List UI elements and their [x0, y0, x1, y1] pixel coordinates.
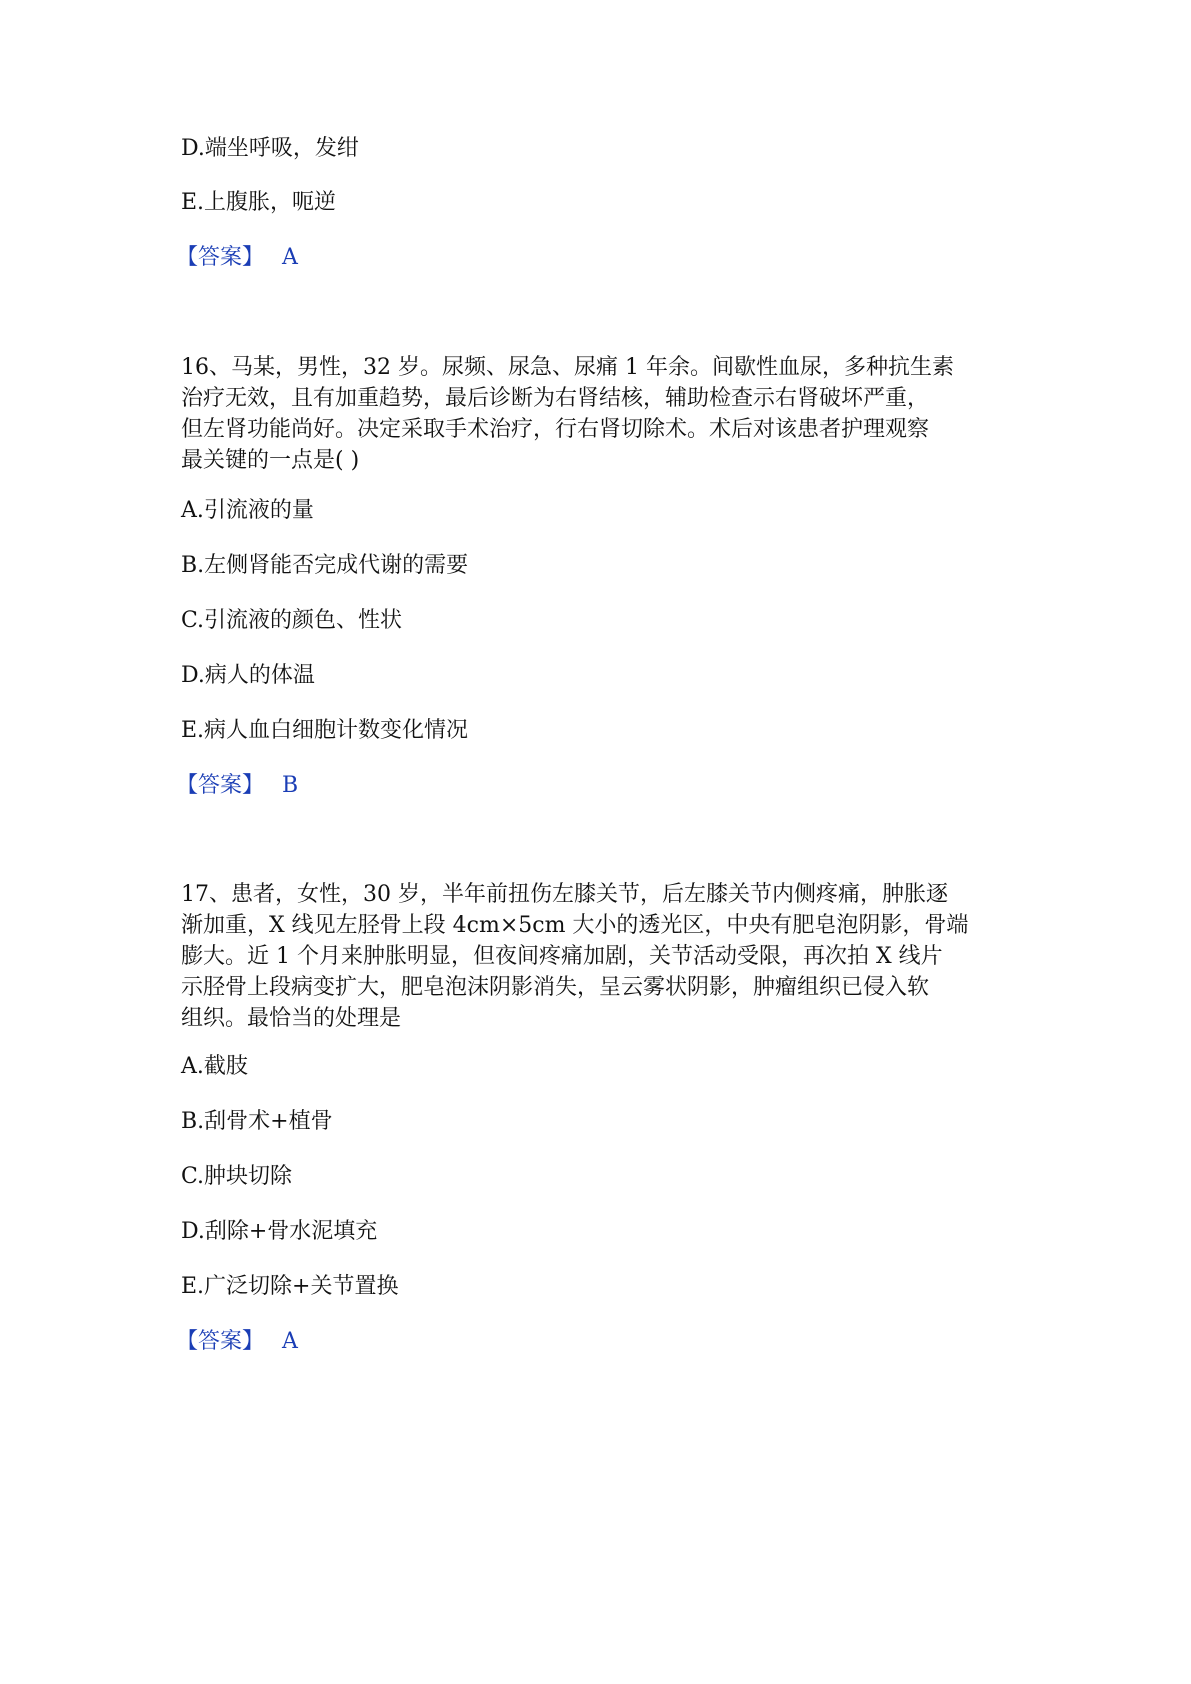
option-c: C.肿块切除 — [181, 1164, 293, 1189]
stem-line: 最关键的一点是( ) — [181, 448, 360, 473]
question-17-stem — [181, 879, 1011, 1034]
answer-label: 【答案】 — [176, 773, 265, 798]
option-d: D.端坐呼吸，发绀 — [181, 136, 359, 161]
answer-label: 【答案】 — [176, 245, 265, 270]
stem-line: 但左肾功能尚好。决定采取手术治疗，行右肾切除术。术后对该患者护理观察 — [181, 417, 930, 442]
option-b: B.刮骨术+植骨 — [181, 1109, 333, 1134]
option-d: D.刮除+骨水泥填充 — [181, 1219, 378, 1244]
stem-line: 16、马某，男性，32 岁。尿频、尿急、尿痛 1 年余。间歇性血尿，多种抗生素 — [181, 355, 954, 380]
option-e: E.病人血白细胞计数变化情况 — [181, 718, 469, 743]
question-16-stem — [181, 352, 1011, 476]
answer-row — [176, 773, 298, 799]
stem-line: 示胫骨上段病变扩大，肥皂泡沫阴影消失，呈云雾状阴影，肿瘤组织已侵入软 — [181, 975, 930, 1000]
answer-value: B — [282, 773, 299, 798]
answer-label: 【答案】 — [176, 1329, 265, 1354]
option-b: B.左侧肾能否完成代谢的需要 — [181, 553, 469, 578]
answer-row — [176, 1329, 298, 1355]
option-a: A.截肢 — [181, 1054, 248, 1079]
option-a: A.引流液的量 — [181, 498, 314, 523]
stem-line: 治疗无效，且有加重趋势，最后诊断为右肾结核，辅助检查示右肾破坏严重， — [181, 386, 930, 411]
answer-row — [176, 245, 298, 271]
option-e: E.上腹胀，呃逆 — [181, 190, 337, 215]
stem-line: 组织。最恰当的处理是 — [181, 1006, 402, 1031]
option-c: C.引流液的颜色、性状 — [181, 608, 403, 633]
stem-line: 17、患者，女性，30 岁，半年前扭伤左膝关节，后左膝关节内侧疼痛，肿胀逐 — [181, 882, 948, 907]
option-d: D.病人的体温 — [181, 663, 315, 688]
stem-line: 膨大。近 1 个月来肿胀明显，但夜间疼痛加剧，关节活动受限，再次拍 X 线片 — [181, 944, 943, 969]
answer-value: A — [282, 245, 298, 270]
option-e: E.广泛切除+关节置换 — [181, 1274, 399, 1299]
answer-value: A — [282, 1329, 298, 1354]
stem-line: 渐加重，X 线见左胫骨上段 4cm×5cm 大小的透光区，中央有肥皂泡阴影，骨端 — [181, 913, 969, 938]
